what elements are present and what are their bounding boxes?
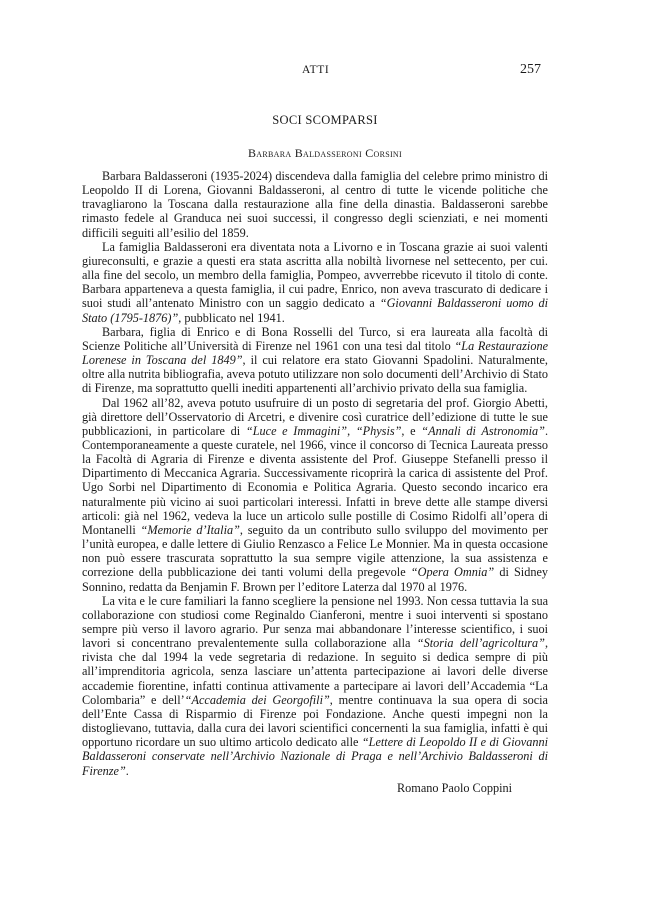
italic-title: “Accademia dei Georgofili” [184, 692, 330, 707]
italic-title: “Giovanni Baldasseroni uomo di Stato (1795-1876)” [82, 296, 548, 325]
text-run: di Sidney Sonnino, redatta da Benjamin F. Brown per l’editore Laterza dal 1970 al 1976. [82, 565, 549, 594]
text-run: , pubblicato nel 1941. [178, 310, 285, 325]
paragraph [82, 168, 548, 240]
article-body [82, 168, 548, 778]
text-run: . Contemporaneamente a queste curatele, nel 1966, vince il concorso di Tecnica Laureata presso la Facoltà di Agraria di Firenze e diventa assistente del Prof. Giuseppe Stefanelli presso il Dipartimento di Meccanica Agraria. Successivamente ricoprirà la carica di assistente del Prof. Ugo Sorbi nel Dipartimento di Economia e Politica Agraria. Questo secondo incarico era naturalmente più vicino ai suoi particolari interessi. Infatti in breve dette alle stampe diversi articoli: già nel 1962, vedeva la luce un articolo sulle postille di Cosimo Ridolfi all’opera di Montanelli [82, 423, 549, 537]
paragraph [82, 396, 548, 594]
text-run: , seguito da un contributo sullo sviluppo del movimento per l’unità europea, e dalle lettere di Giulio Renzasco a Felice Le Monnier. Ma in questa occasione non può essere trascurata soprattutto la sua sempre vigile attenzione, la sua assistenza e correzione della pubblicazione dei tanti volumi della pregevole [82, 522, 548, 580]
italic-title: “Annali di Astronomia” [421, 423, 545, 438]
italic-title: “Storia dell’agricoltura” [416, 636, 545, 651]
italic-title: “Memorie d’Italia” [140, 522, 240, 537]
text-run: , rivista che dal 1994 la vede segretaria di redazione. In seguito si dedica sempre di più all’imprenditoria agricola, senza lasciare un’attenta partecipazione ai lavori delle diverse accademie fiorentine, infatti continua attivamente a partecipare ai lavori dell’Accademia “La Colombaria” e dell’ [82, 636, 548, 707]
section-title: SOCI SCOMPARSI [272, 113, 378, 127]
text-run: . [125, 763, 129, 778]
text-run: La famiglia Baldasseroni era diventata nota a Livorno e in Toscana grazie ai suoi valenti giureconsulti, e grazie a questi era stata ascritta alla nobiltà livornese nel settecento, per cui. alla fine del secolo, un membro della famiglia, Pompeo, avverrebbe ricevuto il titolo di conte. Barbara apparteneva a questa famiglia, il cui padre, Enrico, non aveva trascurato di dedicare i suoi studi all’antenato Ministro con un saggio dedicato a [82, 239, 548, 311]
text-run: , mentre continuava la sua opera di socia dell’Ente Cassa di Risparmio di Firenze poi Fondazione. Anche questi impegni non la distoglievano, tuttavia, dalla cura dei lavori scientifici concernenti la sua famiglia, infatti è qui opportuno ricordare un suo ultimo articolo dedicato alle [82, 692, 548, 750]
italic-title: “La Restaurazione Lorenese in Toscana del 1849” [82, 338, 549, 368]
page-number: 257 [520, 62, 541, 77]
italic-title: “Opera Omnia” [410, 565, 495, 580]
italic-title: “Lettere di Leopoldo II e di Giovanni Baldasseroni conservate nell’Archivio Nazionale di Praga e nell’Archivio Baldasseroni di Firenze” [82, 735, 548, 778]
signature: Romano Paolo Coppini [397, 781, 513, 795]
text-run: , il cui relatore era stato Giovanni Spadolini. Naturalmente, oltre alla nutrita bibliografia, aveva potuto utilizzare non solo documenti dell’Archivio di Stato di Firenze, ma soprattutto quelli inediti appartenenti all’archivio privato della sua famiglia. [82, 353, 548, 396]
paragraph [82, 240, 548, 325]
text-run: Dal 1962 all’82, aveva potuto usufruire di un posto di segretaria del prof. Giorgio Abetti, già direttore dell’Osservatorio di Arcetri, e divenire così curatrice dell’edizione di tutte le sue pubblicazioni, in particolare di [82, 395, 548, 438]
text-run: Barbara, figlia di Enrico e di Bona Rosselli del Turco, si era laureata alla facoltà di Scienze Politiche all’Università di Firenze nel 1961 con una tesi dal titolo [82, 324, 548, 353]
running-head [0, 62, 650, 82]
text-run: La vita e le cure familiari la fanno scegliere la pensione nel 1993. Non cessa tuttavia la sua collaborazione con studiosi come Reginaldo Cianferoni, mentre i suoi interventi si spostano sempre più verso il lavoro agrario. Pur senza mai abbandonare l’interesse scientifico, i suoi lavori si concentrano prevalentemente sulla collaborazione alla [82, 593, 548, 651]
article-author: Barbara Baldasseroni Corsini [248, 146, 402, 160]
running-head-section: ATTI [302, 64, 330, 76]
paragraph [82, 594, 548, 778]
text-run: Barbara Baldasseroni (1935-2024) discendeva dalla famiglia del celebre primo ministro di Leopoldo II di Lorena, Giovanni Baldasseroni, al centro di tutte le vicende politiche che travagliarono la Toscana dalla restaurazione alla fine della dinastia. Baldasseroni sarebbe rimasto fedele al Granduca nei suoi successi, il congresso degli scienziati, e nei momenti difficili seguiti all’esilio del 1859. [82, 169, 548, 240]
text-run: , e [401, 423, 422, 438]
text-run: , [347, 423, 356, 438]
paragraph [82, 325, 548, 396]
italic-title: “Luce e Immagini” [245, 423, 348, 438]
italic-title: “Physis” [355, 423, 402, 438]
